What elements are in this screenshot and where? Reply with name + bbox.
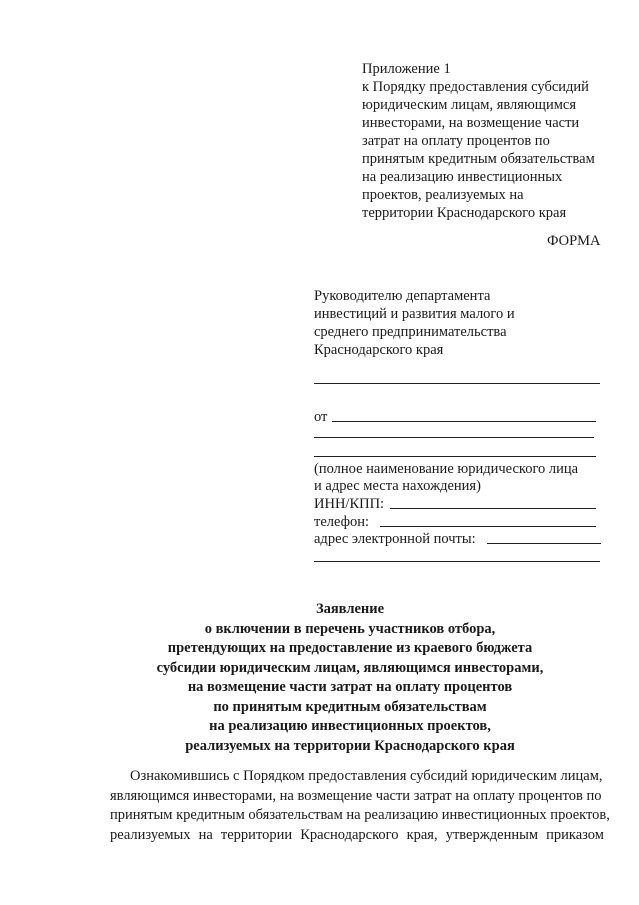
body-line: являющимся инвесторами, на возмещение части затрат на оплату процентов по	[110, 787, 602, 804]
title-line: по принятым кредитным обязательствам	[213, 698, 487, 715]
phone-line[interactable]	[380, 526, 596, 527]
body-line-justified	[110, 826, 604, 846]
addressee-line: Краснодарского края	[314, 342, 444, 358]
appendix-line: на реализацию инвестиционных	[362, 169, 563, 185]
appendix-line: к Порядку предоставления субсидий	[362, 79, 589, 95]
email-line[interactable]	[487, 543, 601, 544]
appendix-line: принятым кредитным обязательствам	[362, 151, 595, 167]
appendix-line: территории Краснодарского края	[362, 205, 567, 221]
addressee-line: Руководителю департамента	[314, 288, 491, 304]
body-word: территории	[220, 826, 293, 843]
title-line: реализуемых на территории Краснодарского края	[185, 737, 515, 754]
title-line: Заявление	[315, 601, 385, 617]
org-address-note: и адрес места нахождения)	[314, 478, 481, 494]
addressee-line: инвестиций и развития малого и	[314, 306, 515, 322]
title-line: претендующих на предоставление из краевого бюджета	[167, 640, 533, 656]
appendix-line: затрат на оплату процентов по	[362, 133, 550, 149]
body-line: принятым кредитным обязательствам на реализацию инвестиционных проектов,	[110, 807, 610, 823]
addressee-line: среднего предпринимательства	[314, 324, 507, 340]
body-word: приказом	[546, 826, 604, 843]
addressee-block	[314, 287, 604, 359]
body-line: Ознакомившись с Порядком предоставления субсидий юридическим лицам,	[130, 768, 603, 784]
title-line: субсидии юридическим лицам, являющимся инвесторами,	[156, 659, 544, 676]
blank-line[interactable]	[314, 383, 600, 384]
from-label: от	[314, 409, 328, 425]
appendix-line: инвесторами, на возмещение части	[362, 115, 580, 131]
title-line: на возмещение части затрат на оплату процентов	[187, 679, 513, 695]
body-word: Краснодарского	[300, 826, 399, 843]
blank-line[interactable]	[314, 561, 600, 562]
body-word: на	[198, 826, 213, 843]
body-word: края,	[406, 826, 438, 843]
body-word: утвержденным	[445, 826, 539, 843]
appendix-line: Приложение 1	[362, 61, 451, 77]
inn-line[interactable]	[390, 508, 596, 509]
appendix-line: юридическим лицам, являющимся	[362, 97, 576, 113]
appendix-block	[362, 60, 612, 222]
statement-title	[0, 600, 639, 756]
phone-label: телефон:	[314, 514, 370, 530]
from-line[interactable]	[332, 421, 596, 422]
body-paragraph	[110, 767, 610, 845]
title-line: на реализацию инвестиционных проектов,	[209, 718, 491, 734]
org-name-note: (полное наименование юридического лица	[314, 461, 579, 477]
blank-line[interactable]	[314, 437, 594, 438]
email-label: адрес электронной почты:	[314, 531, 476, 547]
inn-label: ИНН/КПП:	[314, 496, 385, 512]
blank-line[interactable]	[314, 456, 596, 457]
appendix-line: проектов, реализуемых на	[362, 187, 524, 203]
body-word: реализуемых	[110, 826, 191, 843]
title-line: о включении в перечень участников отбора,	[204, 620, 496, 637]
form-label: ФОРМА	[547, 233, 601, 249]
